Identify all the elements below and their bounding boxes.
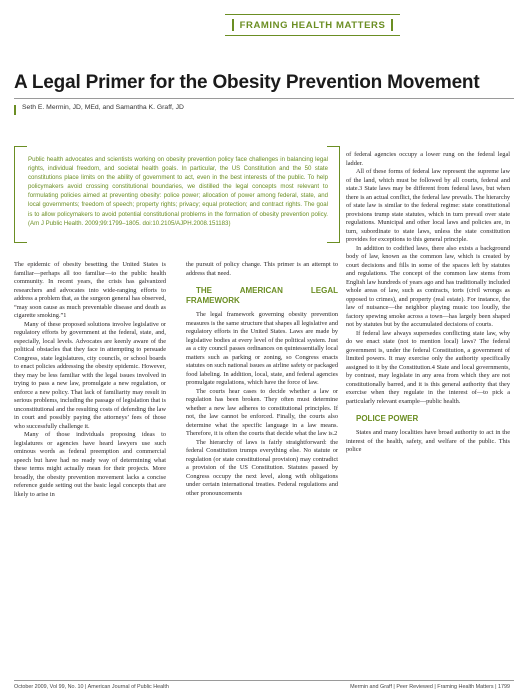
footer-journal: October 2009, Vol 99, No. 10 | American Journal of Public Health bbox=[14, 684, 169, 690]
abstract-text: Public health advocates and scientists working on obesity prevention policy face challenges in balancing legal rights, individual freedom, and societal health goals. In particular, the US Constitution and the 50 state constitutions place limits on the ability of government to act, even in the best interests of the public. To help policymakers avoid crossing constitutional boundaries, we distilled the legal concepts most relevant to formulating policies aimed at preventing obesity: police power; allocation of power among federal, state, and local governments; freedom of speech; property rights; privacy; equal protection; and contract rights. The goal is to allow policymakers to avoid potential constitutional problems in the formation of obesity prevention policy. (Am J Public Health. 2009;99:1799–1805. doi:10.2105/AJPH.2008.151183) bbox=[28, 156, 328, 227]
paragraph: of federal agencies occupy a lower rung on the federal legal ladder. bbox=[346, 151, 510, 167]
section-heading: THE AMERICAN LEGAL FRAMEWORK bbox=[186, 286, 338, 305]
paragraph: The legal framework governing obesity prevention measures is the same structure that shapes all legislative and regulatory efforts in the United States. Laws are made by legislative bodies at every level of the political system. Just as a city council passes ordinances on quintessentially local matters such as parking or zoning, so Congress enacts statutes on such national issues as airline safety or packaged food labeling. In addition, local, state, and federal agencies promulgate regulations, which have the force of law. bbox=[186, 311, 338, 386]
article-title: A Legal Primer for the Obesity Prevention Movement bbox=[14, 72, 480, 93]
paragraph: All of these forms of federal law represent the supreme law of the land, which must be followed by all courts, federal and state.3 State laws may be different from federal laws, but when there is an actual conflict, the federal law prevails. The hierarchy of state law is similar to the federal regime: state constitutional provisions trump state statutes, which in turn prevail over state regulations. Municipal and other local laws and policies are, in turn, subordinate to state laws, unless the state constitution provides for exceptions to this general principle. bbox=[346, 168, 510, 243]
banner-left-bar bbox=[232, 19, 234, 31]
author-line: Seth E. Mermin, JD, MEd, and Samantha K. Graff, JD bbox=[22, 104, 184, 111]
paragraph: In addition to codified laws, there also exists a background body of law, known as the common law, which is created by court decisions and fills in some of the spaces left by statutes and regulations. The concept of the common law stems from English law hundreds of years ago and has traditionally included whole areas of law, such as contracts, torts (civil wrongs as opposed to crimes), and property (real estate). For instance, the law of nuisance—the neighbor playing music too loudly, the factory spewing smoke across a town—has largely been shaped not by statutes but by the accumulated decisions of courts. bbox=[346, 244, 510, 328]
body-column-1 bbox=[14, 261, 166, 499]
author-accent-bar bbox=[14, 105, 16, 115]
paragraph: The courts hear cases to decide whether a law or regulation has been broken. They often must determine whether a new law adheres to constitutional principles. If not, the law cannot be enforced. Finally, the courts also determine what the specific language in a law means. Therefore, it is often the courts that decide what the law is.2 bbox=[186, 387, 338, 437]
paragraph: The epidemic of obesity besetting the United States is familiar—perhaps all too familiar—to the public health community. In recent years, the crisis has galvanized researchers and advocates into wide-ranging efforts to address a problem that, as the surgeon general has observed, “may soon cause as much preventable disease and death as cigarette smoking.”1 bbox=[14, 261, 166, 319]
footer-divider bbox=[14, 680, 514, 681]
section-label: FRAMING HEALTH MATTERS bbox=[239, 19, 386, 31]
footer-page-info: Mermin and Graff | Peer Reviewed | Framing Health Matters | 1799 bbox=[350, 684, 510, 690]
paragraph: States and many localities have broad authority to act in the interest of the health, safety, and welfare of the public. This police bbox=[346, 429, 510, 453]
banner-right-bar bbox=[391, 19, 393, 31]
paragraph: The hierarchy of laws is fairly straightforward: the federal Constitution trumps everything else. No statute or regulation (or state constitutional provision) may contradict a provision of the US Constitution. Statutes passed by Congress occupy the next level, along with obligations under certain international treaties. Federal regulations and other pronouncements bbox=[186, 438, 338, 497]
section-banner bbox=[225, 14, 400, 36]
section-heading: POLICE POWER bbox=[356, 414, 419, 423]
title-divider bbox=[14, 98, 514, 99]
body-column-2 bbox=[186, 261, 338, 498]
body-column-3 bbox=[346, 151, 510, 455]
paragraph: If federal law always supersedes conflicting state law, why do we enact state (not to mention local) laws? The federal government is, under the federal Constitution, a government of limited powers. It may exercise only the authority specifically assigned to it by the Constitution.4 State and local governments, by contrast, may legislate in any area from which they are not constitutionally barred, and it is this general authority that they exercise when they regulate in the interest of—to pick a particularly relevant example—public health. bbox=[346, 329, 510, 405]
paragraph: Many of these proposed solutions involve legislative or regulatory efforts by government at the federal, state, and, especially, local levels. Advocates are keenly aware of the political obstacles that they face in attempting to persuade Congress, state legislatures, city councils, or school boards to enact policies addressing the obesity epidemic. However, they may be less familiar with the legal issues involved in trying to pass a new law, promulgate a new regulation, or enforce a new policy. That lack of familiarity may result in serious problems, including the passage of legislation that is unconstitutional and the resulting costs of defending the law in court and possibly paying the attorneys’ fees of those who successfully challenge it. bbox=[14, 320, 166, 430]
paragraph: the pursuit of policy change. This primer is an attempt to address that need. bbox=[186, 261, 338, 277]
paragraph: Many of those individuals proposing ideas to legislatures or agencies have heard lawyers use such ominous words as federal preemption and commercial speech but have had no ready way of determining what these terms might actually mean for their projects. More broadly, the obesity prevention movement lacks a concise reference guide setting out the basic legal concepts that are likely to arise in bbox=[14, 431, 166, 498]
